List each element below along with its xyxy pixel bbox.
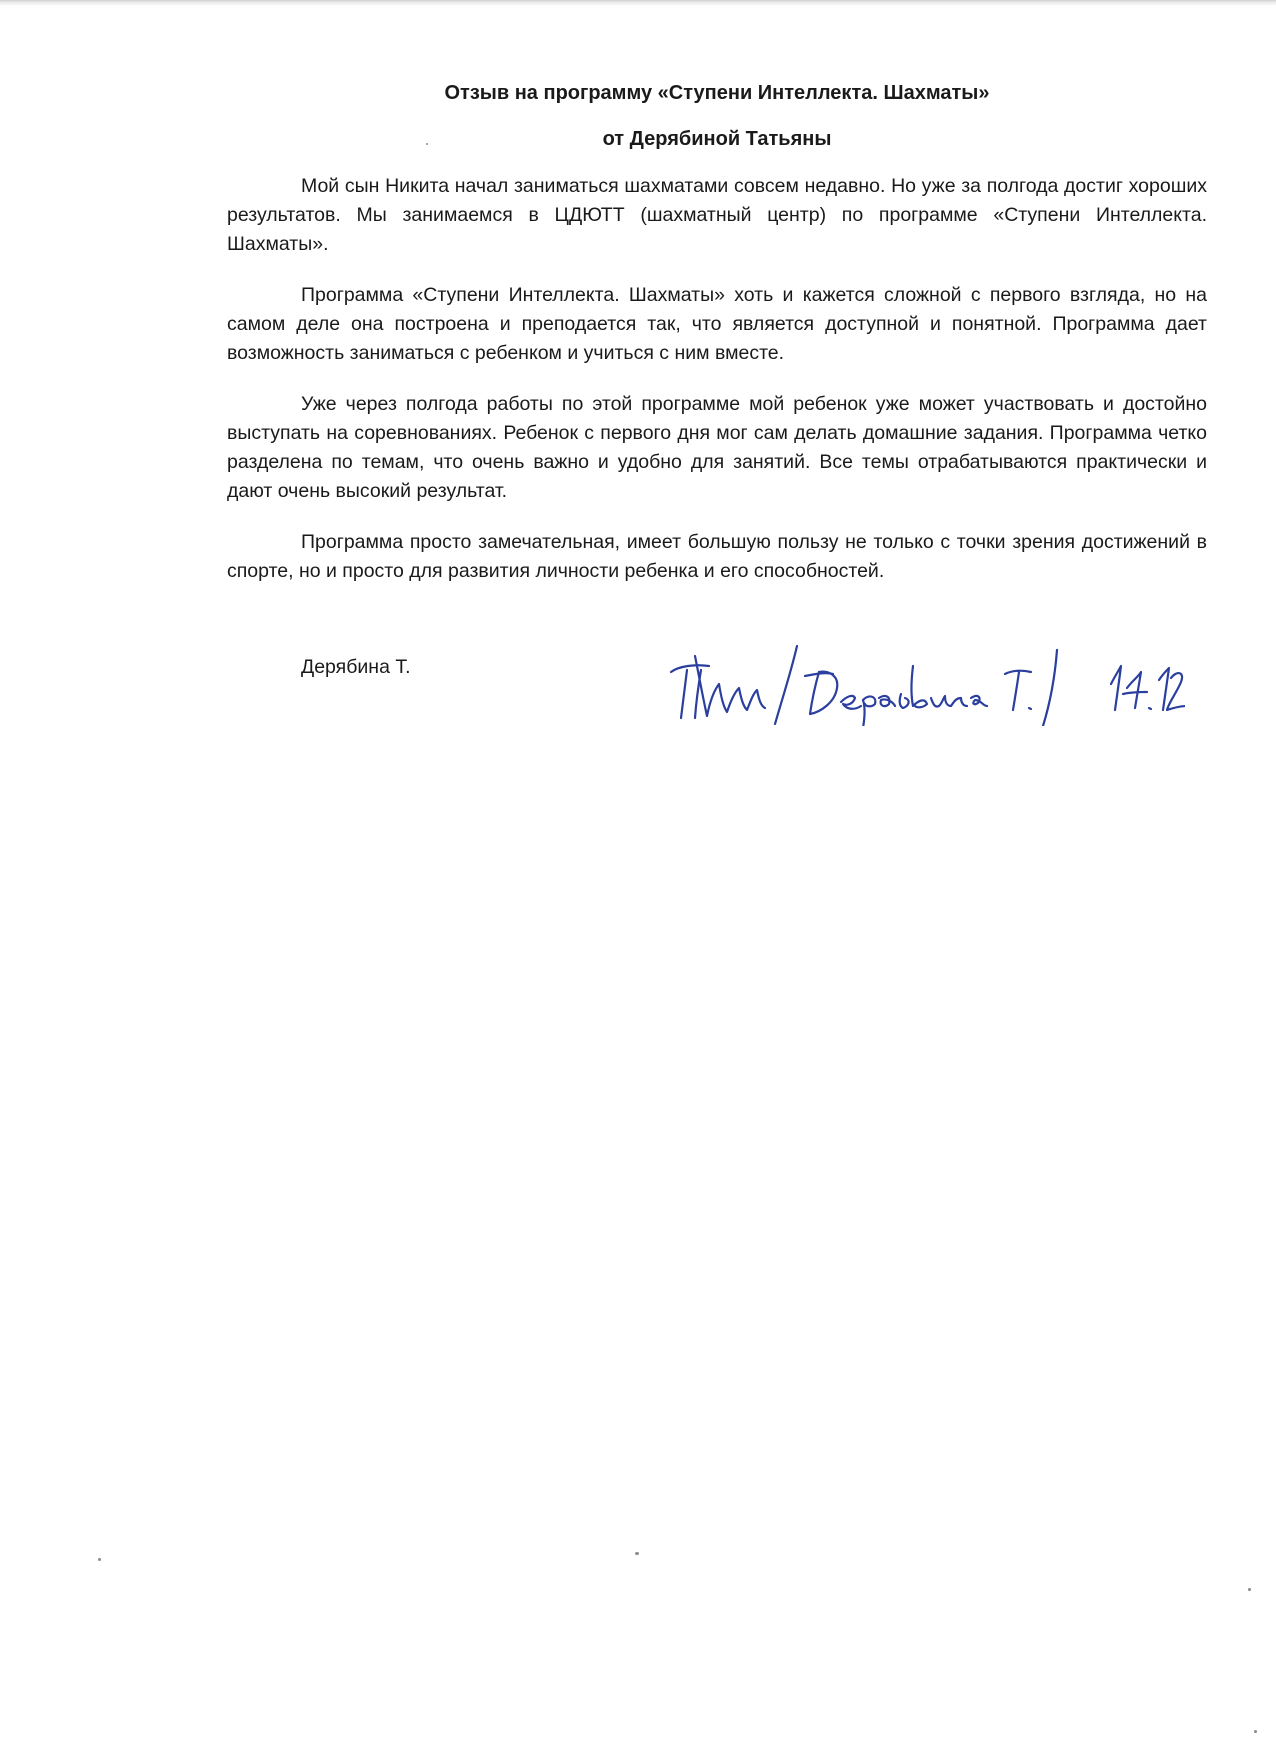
scan-speck [1254,1730,1257,1733]
scan-speck [98,1558,101,1561]
paragraph-4: Программа просто замечательная, имеет большую пользу не только с точки зрения достижений в спорте, но и просто для развития личности ребенка и его способностей. [227,531,1207,582]
signature-name: Дерябина Т. [301,656,411,678]
paragraph-3: Уже через полгода работы по этой программе мой ребенок уже может участвовать и достойно выступать на соревнованиях. Ребенок с первого дня мог сам делать домашние задания. Программа четко разделена по темам, что очень важно и удобно для занятий. Все темы отрабатываются практически и дают очень высокий результат. [227,393,1207,502]
paragraph-1: Мой сын Никита начал заниматься шахматами совсем недавно. Но уже за полгода достиг хороших результатов. Мы занимаемся в ЦДЮТТ (шахматный центр) по программе «Ступени Интеллекта. Шахматы». [227,175,1207,255]
scan-top-edge [0,0,1276,6]
handwritten-signature [665,636,1185,726]
document-title: Отзыв на программу «Ступени Интеллекта. Шахматы» [444,82,990,104]
scan-speck [426,143,428,145]
document-subtitle: от Дерябиной Татьяны [602,128,832,150]
paragraph-2: Программа «Ступени Интеллекта. Шахматы» хоть и кажется сложной с первого взгляда, но на самом деле она построена и преподается так, что является доступной и понятной. Программа дает возможность заниматься с ребенком и учиться с ним вместе. [227,284,1207,364]
scan-speck [635,1552,639,1555]
letter-body [227,172,1207,608]
scan-speck [1248,1588,1251,1591]
